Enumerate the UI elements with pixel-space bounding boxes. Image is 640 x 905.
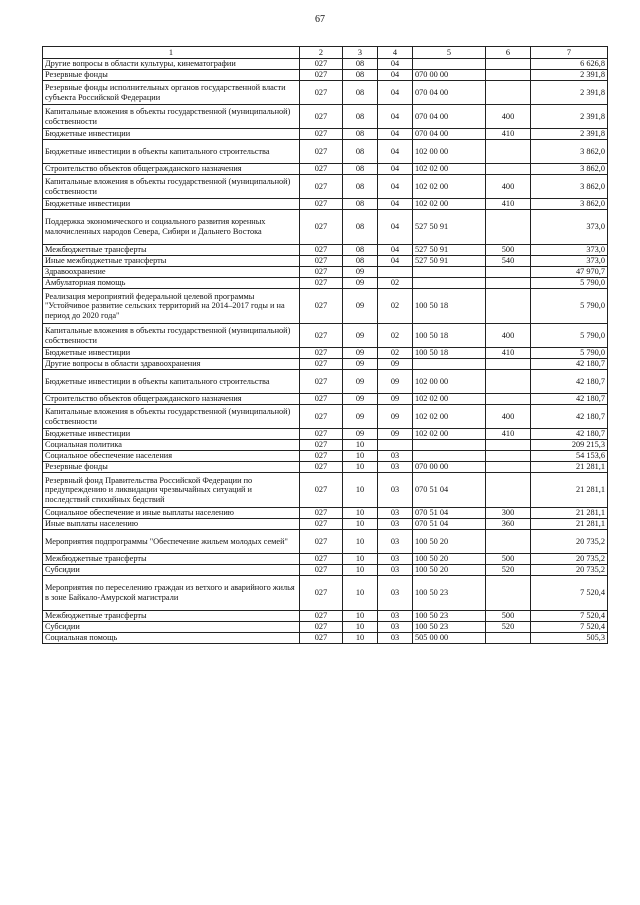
- row-target-code: 070 04 00: [413, 129, 486, 140]
- row-code-2: 027: [300, 519, 343, 530]
- row-name: Социальное обеспечение населения: [43, 451, 300, 462]
- row-expense-type: 410: [486, 129, 531, 140]
- row-code-4: 04: [378, 129, 413, 140]
- row-target-code: 505 00 00: [413, 633, 486, 644]
- row-code-3: 10: [343, 611, 378, 622]
- table-row: [43, 405, 608, 429]
- row-target-code: 070 04 00: [413, 81, 486, 105]
- row-code-2: 027: [300, 440, 343, 451]
- row-amount: 5 790,0: [531, 289, 608, 324]
- row-expense-type: [486, 81, 531, 105]
- row-name: Реализация мероприятий федеральной целевой программы "Устойчивое развитие сельских территорий на 2014–2017 годы и на период до 2020 года": [43, 289, 300, 324]
- row-target-code: 102 02 00: [413, 164, 486, 175]
- row-code-2: 027: [300, 267, 343, 278]
- row-target-code: 070 51 04: [413, 473, 486, 508]
- row-code-2: 027: [300, 348, 343, 359]
- column-header: 7: [531, 47, 608, 59]
- row-code-4: [378, 267, 413, 278]
- table-row: [43, 359, 608, 370]
- row-code-4: 03: [378, 622, 413, 633]
- row-amount: 42 180,7: [531, 429, 608, 440]
- table-row: [43, 278, 608, 289]
- table-row: [43, 508, 608, 519]
- table-row: [43, 473, 608, 508]
- row-target-code: 102 00 00: [413, 140, 486, 164]
- table-row: [43, 370, 608, 394]
- row-amount: 373,0: [531, 210, 608, 245]
- row-code-3: 09: [343, 324, 378, 348]
- row-expense-type: [486, 210, 531, 245]
- table-row: [43, 129, 608, 140]
- row-name: Иные выплаты населению: [43, 519, 300, 530]
- table-row: [43, 59, 608, 70]
- row-target-code: 102 00 00: [413, 370, 486, 394]
- row-code-2: 027: [300, 576, 343, 611]
- row-amount: 2 391,8: [531, 129, 608, 140]
- row-code-2: 027: [300, 405, 343, 429]
- table-row: [43, 394, 608, 405]
- row-amount: 5 790,0: [531, 324, 608, 348]
- row-expense-type: 500: [486, 611, 531, 622]
- row-expense-type: 520: [486, 622, 531, 633]
- row-amount: 21 281,1: [531, 519, 608, 530]
- row-code-2: 027: [300, 370, 343, 394]
- row-code-4: 04: [378, 70, 413, 81]
- table-row: [43, 256, 608, 267]
- table-row: [43, 519, 608, 530]
- row-code-4: 09: [378, 370, 413, 394]
- row-name: Капитальные вложения в объекты государственной (муниципальной) собственности: [43, 324, 300, 348]
- table-row: [43, 324, 608, 348]
- table-row: [43, 576, 608, 611]
- row-code-4: 04: [378, 105, 413, 129]
- row-code-3: 10: [343, 576, 378, 611]
- row-code-3: 09: [343, 429, 378, 440]
- table-header-row: [43, 47, 608, 59]
- row-target-code: 102 02 00: [413, 394, 486, 405]
- table-row: [43, 289, 608, 324]
- table-row: [43, 462, 608, 473]
- table-row: [43, 530, 608, 554]
- row-code-2: 027: [300, 199, 343, 210]
- row-code-2: 027: [300, 59, 343, 70]
- row-code-2: 027: [300, 633, 343, 644]
- row-code-4: 09: [378, 394, 413, 405]
- row-code-2: 027: [300, 210, 343, 245]
- row-code-4: 03: [378, 473, 413, 508]
- row-code-3: 08: [343, 164, 378, 175]
- row-name: Капитальные вложения в объекты государственной (муниципальной) собственности: [43, 175, 300, 199]
- row-code-4: 02: [378, 348, 413, 359]
- row-name: Здравоохранение: [43, 267, 300, 278]
- row-code-4: 04: [378, 140, 413, 164]
- row-name: Мероприятия по переселению граждан из ветхого и аварийного жилья в зоне Байкало-Амурской магистрали: [43, 576, 300, 611]
- table-row: [43, 622, 608, 633]
- row-amount: 505,3: [531, 633, 608, 644]
- row-expense-type: 500: [486, 554, 531, 565]
- row-name: Бюджетные инвестиции: [43, 199, 300, 210]
- row-name: Социальная помощь: [43, 633, 300, 644]
- table-row: [43, 210, 608, 245]
- row-code-3: 10: [343, 473, 378, 508]
- row-name: Бюджетные инвестиции в объекты капитального строительства: [43, 370, 300, 394]
- row-code-2: 027: [300, 359, 343, 370]
- row-target-code: 527 50 91: [413, 210, 486, 245]
- row-name: Иные межбюджетные трансферты: [43, 256, 300, 267]
- row-amount: 3 862,0: [531, 175, 608, 199]
- row-code-3: 08: [343, 245, 378, 256]
- row-target-code: 100 50 23: [413, 622, 486, 633]
- row-code-4: 02: [378, 324, 413, 348]
- row-code-3: 10: [343, 622, 378, 633]
- row-target-code: [413, 359, 486, 370]
- budget-table: [42, 46, 608, 644]
- row-target-code: 102 02 00: [413, 175, 486, 199]
- row-code-3: 09: [343, 370, 378, 394]
- row-name: Бюджетные инвестиции: [43, 129, 300, 140]
- row-code-2: 027: [300, 473, 343, 508]
- row-amount: 7 520,4: [531, 611, 608, 622]
- row-code-3: 09: [343, 359, 378, 370]
- row-amount: 6 626,8: [531, 59, 608, 70]
- row-expense-type: [486, 59, 531, 70]
- row-code-4: 04: [378, 256, 413, 267]
- row-code-2: 027: [300, 462, 343, 473]
- row-expense-type: [486, 164, 531, 175]
- row-amount: 7 520,4: [531, 622, 608, 633]
- row-code-4: 03: [378, 611, 413, 622]
- row-code-3: 09: [343, 289, 378, 324]
- row-amount: 42 180,7: [531, 359, 608, 370]
- row-code-2: 027: [300, 81, 343, 105]
- row-code-3: 10: [343, 530, 378, 554]
- row-code-4: 04: [378, 175, 413, 199]
- row-amount: 2 391,8: [531, 70, 608, 81]
- row-code-4: 03: [378, 451, 413, 462]
- row-amount: 54 153,6: [531, 451, 608, 462]
- row-code-4: 04: [378, 210, 413, 245]
- row-name: Поддержка экономического и социального развития коренных малочисленных народов Севера, Сибири и Дальнего Востока: [43, 210, 300, 245]
- row-name: Резервный фонд Правительства Российской Федерации по предупреждению и ликвидации чрезвычайных ситуаций и последствий стихийных бедствий: [43, 473, 300, 508]
- row-name: Капитальные вложения в объекты государственной (муниципальной) собственности: [43, 405, 300, 429]
- row-code-2: 027: [300, 554, 343, 565]
- row-expense-type: [486, 473, 531, 508]
- table-row: [43, 81, 608, 105]
- row-amount: 209 215,3: [531, 440, 608, 451]
- row-expense-type: [486, 633, 531, 644]
- row-code-4: 04: [378, 59, 413, 70]
- row-target-code: 102 02 00: [413, 405, 486, 429]
- row-expense-type: [486, 530, 531, 554]
- row-amount: 5 790,0: [531, 348, 608, 359]
- row-amount: 21 281,1: [531, 508, 608, 519]
- row-code-2: 027: [300, 70, 343, 81]
- row-target-code: 102 02 00: [413, 199, 486, 210]
- row-code-3: 08: [343, 175, 378, 199]
- row-code-4: 09: [378, 405, 413, 429]
- row-expense-type: [486, 140, 531, 164]
- row-code-2: 027: [300, 164, 343, 175]
- row-code-3: 08: [343, 129, 378, 140]
- table-row: [43, 70, 608, 81]
- row-amount: 3 862,0: [531, 164, 608, 175]
- row-code-4: 04: [378, 245, 413, 256]
- row-expense-type: 400: [486, 405, 531, 429]
- table-row: [43, 633, 608, 644]
- table-row: [43, 440, 608, 451]
- row-code-2: 027: [300, 289, 343, 324]
- row-code-4: 03: [378, 530, 413, 554]
- row-code-2: 027: [300, 129, 343, 140]
- row-name: Межбюджетные трансферты: [43, 554, 300, 565]
- row-code-3: 09: [343, 394, 378, 405]
- row-target-code: 100 50 23: [413, 611, 486, 622]
- row-name: Другие вопросы в области культуры, кинематографии: [43, 59, 300, 70]
- table-body: [43, 59, 608, 644]
- row-code-2: 027: [300, 565, 343, 576]
- row-target-code: 100 50 20: [413, 554, 486, 565]
- row-amount: 373,0: [531, 256, 608, 267]
- row-target-code: [413, 267, 486, 278]
- row-code-4: 03: [378, 576, 413, 611]
- row-code-4: 03: [378, 462, 413, 473]
- table-row: [43, 175, 608, 199]
- row-code-4: 03: [378, 565, 413, 576]
- row-amount: 7 520,4: [531, 576, 608, 611]
- row-expense-type: 300: [486, 508, 531, 519]
- row-code-3: 08: [343, 59, 378, 70]
- row-name: Строительство объектов общегражданского назначения: [43, 164, 300, 175]
- row-code-3: 08: [343, 140, 378, 164]
- row-code-2: 027: [300, 394, 343, 405]
- row-expense-type: [486, 440, 531, 451]
- row-code-4: 02: [378, 289, 413, 324]
- column-header: 1: [43, 47, 300, 59]
- row-code-2: 027: [300, 256, 343, 267]
- row-target-code: 100 50 20: [413, 565, 486, 576]
- row-expense-type: 400: [486, 175, 531, 199]
- row-name: Резервные фонды: [43, 70, 300, 81]
- row-code-3: 10: [343, 519, 378, 530]
- row-code-2: 027: [300, 622, 343, 633]
- row-name: Амбулаторная помощь: [43, 278, 300, 289]
- table-row: [43, 348, 608, 359]
- row-code-3: 10: [343, 554, 378, 565]
- table-row: [43, 429, 608, 440]
- row-expense-type: 410: [486, 199, 531, 210]
- table-row: [43, 245, 608, 256]
- row-name: Субсидии: [43, 565, 300, 576]
- row-code-3: 08: [343, 256, 378, 267]
- row-expense-type: 540: [486, 256, 531, 267]
- row-amount: 20 735,2: [531, 530, 608, 554]
- row-expense-type: 360: [486, 519, 531, 530]
- row-code-2: 027: [300, 611, 343, 622]
- row-target-code: [413, 59, 486, 70]
- row-expense-type: [486, 289, 531, 324]
- row-target-code: 070 51 04: [413, 519, 486, 530]
- row-name: Бюджетные инвестиции: [43, 348, 300, 359]
- row-amount: 20 735,2: [531, 565, 608, 576]
- row-name: Социальная политика: [43, 440, 300, 451]
- row-code-3: 10: [343, 633, 378, 644]
- row-amount: 5 790,0: [531, 278, 608, 289]
- row-code-2: 027: [300, 508, 343, 519]
- row-expense-type: 400: [486, 105, 531, 129]
- row-expense-type: [486, 278, 531, 289]
- row-name: Резервные фонды: [43, 462, 300, 473]
- table-row: [43, 105, 608, 129]
- row-code-3: 10: [343, 508, 378, 519]
- row-name: Строительство объектов общегражданского назначения: [43, 394, 300, 405]
- row-expense-type: [486, 267, 531, 278]
- page-number: 67: [315, 14, 325, 25]
- row-code-3: 10: [343, 451, 378, 462]
- row-code-2: 027: [300, 105, 343, 129]
- table-row: [43, 199, 608, 210]
- row-code-3: 10: [343, 462, 378, 473]
- row-target-code: 070 51 04: [413, 508, 486, 519]
- row-code-4: 04: [378, 199, 413, 210]
- row-expense-type: [486, 462, 531, 473]
- row-target-code: [413, 278, 486, 289]
- row-name: Межбюджетные трансферты: [43, 611, 300, 622]
- row-amount: 20 735,2: [531, 554, 608, 565]
- row-code-2: 027: [300, 429, 343, 440]
- column-header: 2: [300, 47, 343, 59]
- row-target-code: 102 02 00: [413, 429, 486, 440]
- row-code-4: 03: [378, 554, 413, 565]
- row-code-2: 027: [300, 278, 343, 289]
- row-expense-type: [486, 70, 531, 81]
- row-code-2: 027: [300, 245, 343, 256]
- column-header: 3: [343, 47, 378, 59]
- row-code-3: 09: [343, 348, 378, 359]
- row-target-code: 100 50 18: [413, 289, 486, 324]
- row-code-2: 027: [300, 451, 343, 462]
- row-code-4: [378, 440, 413, 451]
- row-code-4: 09: [378, 359, 413, 370]
- row-amount: 47 970,7: [531, 267, 608, 278]
- row-amount: 3 862,0: [531, 199, 608, 210]
- row-code-3: 10: [343, 565, 378, 576]
- row-code-3: 08: [343, 199, 378, 210]
- row-name: Другие вопросы в области здравоохранения: [43, 359, 300, 370]
- table-row: [43, 611, 608, 622]
- row-expense-type: 410: [486, 348, 531, 359]
- row-code-3: 09: [343, 267, 378, 278]
- row-target-code: [413, 440, 486, 451]
- table-row: [43, 267, 608, 278]
- row-expense-type: 520: [486, 565, 531, 576]
- row-expense-type: 500: [486, 245, 531, 256]
- row-name: Субсидии: [43, 622, 300, 633]
- row-amount: 2 391,8: [531, 105, 608, 129]
- row-code-4: 04: [378, 164, 413, 175]
- row-code-2: 027: [300, 175, 343, 199]
- row-expense-type: [486, 370, 531, 394]
- row-amount: 21 281,1: [531, 462, 608, 473]
- row-name: Социальное обеспечение и иные выплаты населению: [43, 508, 300, 519]
- row-name: Капитальные вложения в объекты государственной (муниципальной) собственности: [43, 105, 300, 129]
- row-code-3: 10: [343, 440, 378, 451]
- row-amount: 21 281,1: [531, 473, 608, 508]
- column-header: 6: [486, 47, 531, 59]
- row-code-3: 09: [343, 278, 378, 289]
- row-code-2: 027: [300, 140, 343, 164]
- row-name: Межбюджетные трансферты: [43, 245, 300, 256]
- row-amount: 3 862,0: [531, 140, 608, 164]
- row-target-code: 070 04 00: [413, 105, 486, 129]
- row-code-4: 03: [378, 508, 413, 519]
- row-target-code: [413, 451, 486, 462]
- row-target-code: 070 00 00: [413, 462, 486, 473]
- table-row: [43, 164, 608, 175]
- row-target-code: 100 50 20: [413, 530, 486, 554]
- row-code-3: 08: [343, 70, 378, 81]
- row-amount: 42 180,7: [531, 405, 608, 429]
- row-code-2: 027: [300, 324, 343, 348]
- row-name: Бюджетные инвестиции: [43, 429, 300, 440]
- row-code-4: 03: [378, 519, 413, 530]
- row-expense-type: 410: [486, 429, 531, 440]
- row-amount: 42 180,7: [531, 394, 608, 405]
- row-code-4: 03: [378, 633, 413, 644]
- row-code-3: 08: [343, 81, 378, 105]
- row-target-code: 527 50 91: [413, 245, 486, 256]
- row-expense-type: [486, 576, 531, 611]
- row-expense-type: [486, 394, 531, 405]
- row-expense-type: [486, 359, 531, 370]
- row-target-code: 100 50 23: [413, 576, 486, 611]
- row-code-4: 04: [378, 81, 413, 105]
- row-code-4: 02: [378, 278, 413, 289]
- row-code-3: 08: [343, 105, 378, 129]
- row-target-code: 527 50 91: [413, 256, 486, 267]
- row-code-2: 027: [300, 530, 343, 554]
- row-name: Мероприятия подпрограммы "Обеспечение жильем молодых семей": [43, 530, 300, 554]
- row-target-code: 100 50 18: [413, 348, 486, 359]
- table-row: [43, 554, 608, 565]
- row-expense-type: 400: [486, 324, 531, 348]
- row-amount: 2 391,8: [531, 81, 608, 105]
- row-amount: 373,0: [531, 245, 608, 256]
- column-header: 4: [378, 47, 413, 59]
- row-code-3: 09: [343, 405, 378, 429]
- row-target-code: 100 50 18: [413, 324, 486, 348]
- row-code-4: 09: [378, 429, 413, 440]
- row-amount: 42 180,7: [531, 370, 608, 394]
- row-name: Резервные фонды исполнительных органов государственной власти субъекта Российской Федерации: [43, 81, 300, 105]
- row-expense-type: [486, 451, 531, 462]
- table-row: [43, 451, 608, 462]
- row-code-3: 08: [343, 210, 378, 245]
- column-header: 5: [413, 47, 486, 59]
- row-name: Бюджетные инвестиции в объекты капитального строительства: [43, 140, 300, 164]
- row-target-code: 070 00 00: [413, 70, 486, 81]
- table-row: [43, 140, 608, 164]
- table-row: [43, 565, 608, 576]
